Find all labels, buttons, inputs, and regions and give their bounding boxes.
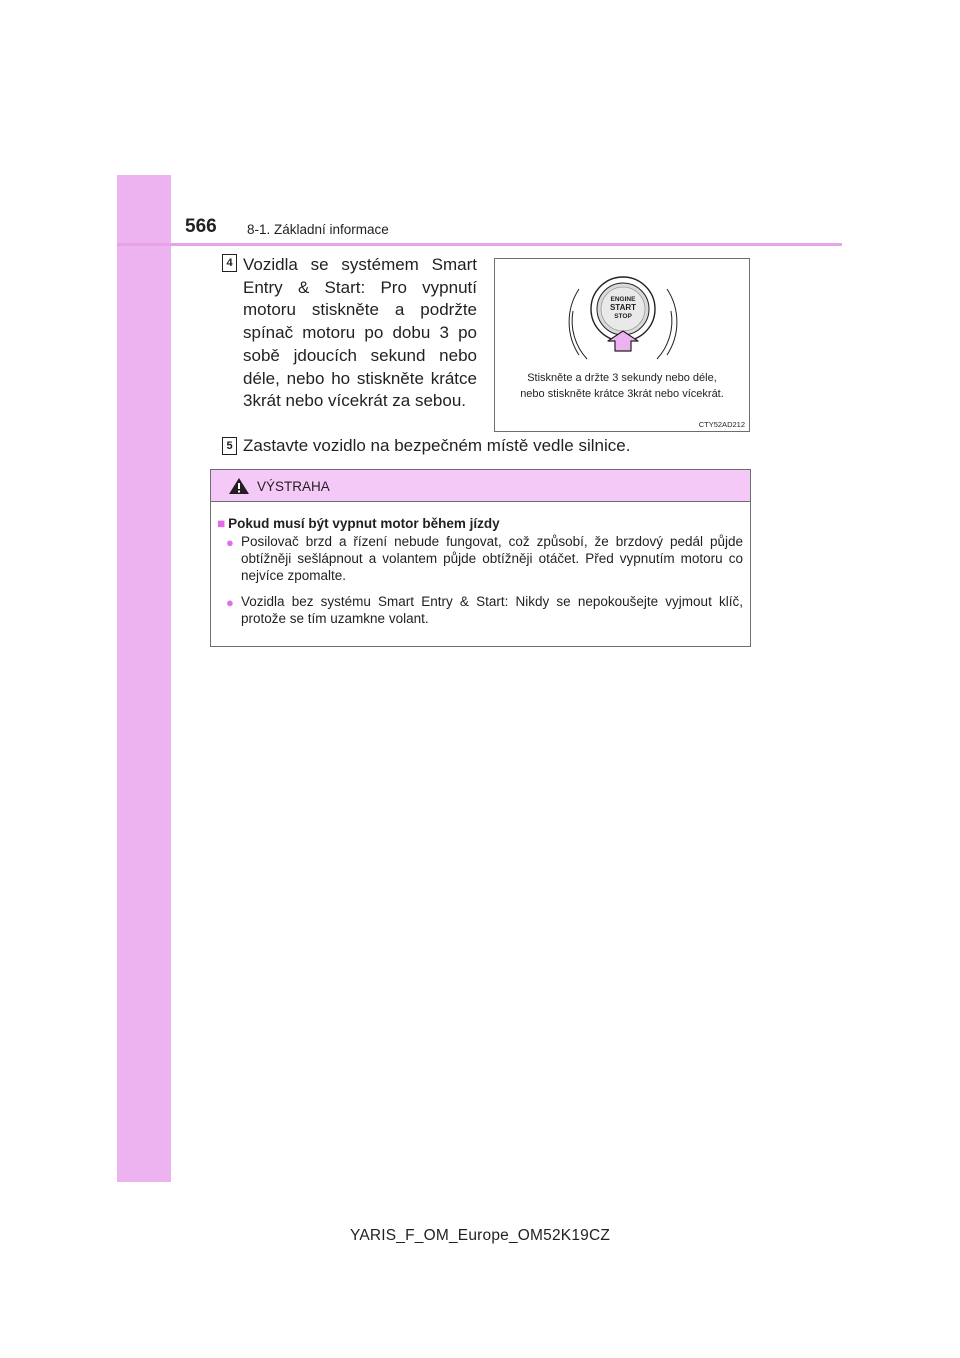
- engine-switch-illustration: [495, 259, 749, 431]
- figure-caption-line-2: nebo stiskněte krátce 3krát nebo vícekrát.: [520, 388, 724, 400]
- warning-triangle-icon: [228, 477, 250, 495]
- footer-doc-id: YARIS_F_OM_Europe_OM52K19CZ: [349, 1227, 611, 1244]
- figure-code: CTY52AD212: [698, 420, 745, 429]
- circle-bullet-icon: ●: [226, 595, 234, 610]
- step-4-text: Vozidla se systémem Smart Entry & Start: Pro vypnutí motoru stiskněte a podržte spínač motoru po dobu 3 po sobě jdoucích sekund nebo déle, nebo ho stiskněte krátce 3krát nebo vícekrát za sebou.: [243, 255, 477, 411]
- engine-button-figure: [494, 258, 750, 432]
- warning-heading-text: Pokud musí být vypnut motor během jízdy: [228, 516, 500, 531]
- chapter-sidebar: [117, 175, 171, 1182]
- figure-caption-line-1: Stiskněte a držte 3 sekundy nebo déle,: [527, 372, 717, 384]
- warning-header: [211, 470, 750, 502]
- page-number: 566: [185, 216, 217, 237]
- figure-caption: [495, 370, 749, 402]
- section-title: 8-1. Základní informace: [247, 222, 389, 237]
- warning-bullet-1-text: Posilovač brzd a řízení nebude fungovat, což způsobí, že brzdový pedál půjde obtížněji sešlápnout a volantem půjde obtížněji otáčet. Před vypnutím motoru co nejvíce zpomalte.: [241, 534, 743, 583]
- warning-bullet-2: [226, 593, 743, 627]
- step-5-badge: 5: [222, 437, 237, 455]
- button-label-engine: ENGINE: [610, 296, 636, 303]
- warning-heading: [217, 516, 500, 531]
- step-5-text: Zastavte vozidlo na bezpečném místě vedle silnice.: [243, 436, 631, 455]
- warning-bullet-2-text: Vozidla bez systému Smart Entry & Start: Nikdy se nepokoušejte vyjmout klíč, protože se tím uzamkne volant.: [241, 594, 743, 626]
- header-rule: [117, 243, 842, 246]
- warning-box: [210, 469, 751, 647]
- warning-bullet-1: [226, 533, 743, 584]
- button-label-stop: STOP: [614, 313, 632, 320]
- warning-title: VÝSTRAHA: [257, 479, 330, 494]
- square-bullet-icon: ■: [217, 516, 226, 531]
- button-label-start: START: [609, 303, 637, 312]
- circle-bullet-icon: ●: [226, 535, 234, 550]
- step-4-badge: 4: [222, 254, 237, 272]
